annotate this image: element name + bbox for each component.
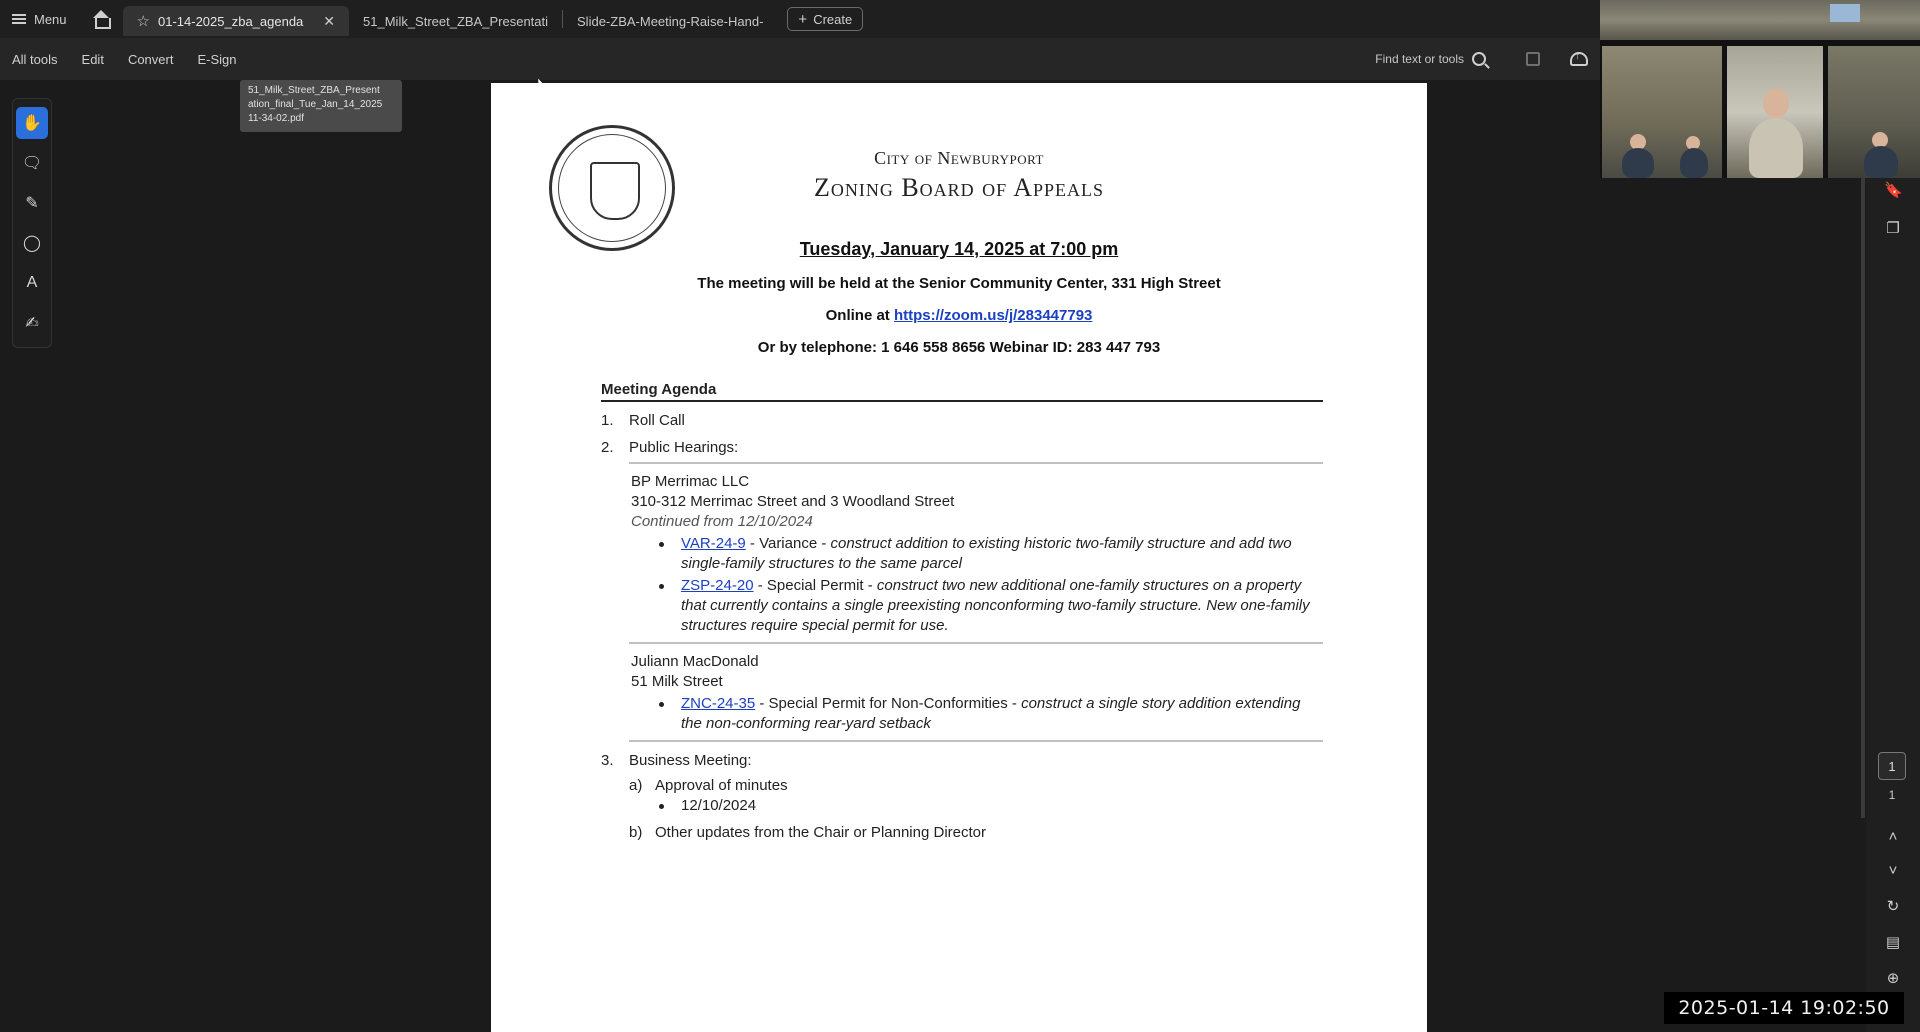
plus-icon: + bbox=[798, 10, 808, 28]
toolbar bbox=[0, 38, 1600, 124]
timestamp-overlay: 2025-01-14 19:02:50 bbox=[1664, 992, 1904, 1024]
close-icon[interactable]: ✕ bbox=[323, 12, 336, 29]
case-type: - Variance - bbox=[745, 535, 831, 552]
create-button[interactable] bbox=[787, 7, 863, 31]
toolbar-right bbox=[1375, 38, 1600, 80]
search-icon[interactable] bbox=[1472, 52, 1486, 66]
right-panel bbox=[1866, 178, 1920, 1032]
phone-line: Or by telephone: 1 646 558 8656 Webinar ID: 283 447 793 bbox=[757, 339, 1161, 356]
file-tooltip bbox=[240, 80, 402, 132]
minutes-date: 12/10/2024 bbox=[681, 797, 757, 814]
zoom-in-icon[interactable]: ⊕ bbox=[1886, 970, 1900, 987]
pen-tool-icon[interactable]: ✎ bbox=[25, 195, 39, 212]
item-text: Roll Call bbox=[629, 412, 685, 429]
case-applicant: Juliann MacDonald bbox=[631, 653, 759, 670]
video-strip bbox=[1600, 0, 1920, 178]
sub-text: Approval of minutes bbox=[655, 777, 788, 794]
case-type: - Special Permit - bbox=[753, 577, 877, 594]
star-icon[interactable]: ☆ bbox=[136, 13, 150, 30]
hand-tool-icon[interactable]: ✋ bbox=[16, 107, 48, 139]
tooltip-line: ation_final_Tue_Jan_14_2025 bbox=[248, 99, 383, 110]
list-item bbox=[655, 694, 1323, 734]
chevron-down-icon[interactable]: ˅ bbox=[1888, 862, 1898, 879]
bullet-icon bbox=[655, 534, 681, 574]
tab-label: 01-14-2025_zba_agenda bbox=[157, 13, 304, 29]
agenda-item bbox=[601, 412, 1323, 429]
case-description: construct two new additional one-family structures on a property that currently contains a single preexisting nonconforming two-family structure. New one-family structures require special permit for use. bbox=[681, 577, 1310, 634]
case-macdonald bbox=[631, 652, 1323, 692]
tab-label: 51_Milk_Street_ZBA_Presentati bbox=[363, 13, 549, 29]
comment-tool-icon[interactable]: 🗨 bbox=[21, 155, 43, 172]
list-item bbox=[655, 576, 1323, 636]
zoom-link[interactable]: https://zoom.us/j/283447793 bbox=[893, 307, 1093, 324]
menu-button[interactable] bbox=[0, 0, 79, 38]
chevron-up-icon[interactable]: ˄ bbox=[1888, 828, 1898, 845]
text-select-tool-icon[interactable]: A bbox=[26, 274, 38, 291]
city-name: City of Newburyport bbox=[874, 148, 1044, 168]
video-tile[interactable] bbox=[1602, 46, 1722, 178]
tab-agenda[interactable] bbox=[123, 6, 350, 36]
case-address: 310-312 Merrimac Street and 3 Woodland Street bbox=[631, 493, 955, 510]
video-tile[interactable] bbox=[1828, 46, 1920, 178]
meeting-date: Tuesday, January 14, 2025 at 7:00 pm bbox=[799, 239, 1119, 259]
scrollbar[interactable] bbox=[1861, 178, 1865, 818]
participant-icon bbox=[1749, 118, 1803, 178]
bullet-icon bbox=[655, 576, 681, 636]
list-item bbox=[655, 534, 1323, 574]
item-number: 1. bbox=[601, 412, 614, 429]
bullet-icon bbox=[655, 796, 681, 816]
sub-item bbox=[629, 777, 1323, 794]
item-text: Public Hearings: bbox=[629, 439, 739, 456]
home-icon bbox=[91, 10, 111, 28]
tooltip-line: 51_Milk_Street_ZBA_Present bbox=[248, 85, 380, 96]
case-link[interactable]: ZSP-24-20 bbox=[681, 577, 754, 594]
signature-tool-icon[interactable]: ✍ bbox=[25, 315, 39, 332]
sub-text: Other updates from the Chair or Planning Director bbox=[655, 824, 986, 841]
item-number: 3. bbox=[601, 752, 614, 769]
online-line bbox=[491, 307, 1427, 324]
document-page bbox=[491, 83, 1427, 1032]
case-bullets bbox=[655, 534, 1323, 636]
divider bbox=[629, 462, 1323, 464]
menu-convert[interactable]: Convert bbox=[127, 51, 174, 67]
agenda bbox=[601, 381, 1323, 841]
case-description: construct a single story addition extending the non-conforming rear-yard setback bbox=[681, 695, 1301, 732]
case-bullets bbox=[655, 694, 1323, 734]
left-tool-rail bbox=[12, 98, 52, 348]
page-total: 1 bbox=[1888, 788, 1896, 802]
find-tools-input[interactable]: Find text or tools bbox=[1375, 52, 1464, 66]
current-page-input[interactable]: 1 bbox=[1878, 752, 1906, 780]
agenda-title: Meeting Agenda bbox=[601, 381, 1323, 402]
participant-icon bbox=[1622, 148, 1654, 178]
case-bp-merrimac bbox=[631, 472, 1323, 532]
case-link[interactable]: ZNC-24-35 bbox=[681, 695, 756, 712]
upload-icon[interactable] bbox=[1570, 52, 1588, 66]
home-button[interactable] bbox=[79, 0, 123, 38]
menu-esign[interactable]: E-Sign bbox=[197, 51, 237, 67]
list-item bbox=[655, 796, 1323, 816]
case-type: - Special Permit for Non-Conformities - bbox=[755, 695, 1022, 712]
tab-label: Slide-ZBA-Meeting-Raise-Hand- bbox=[577, 13, 764, 29]
participant-icon bbox=[1680, 148, 1708, 178]
video-tile[interactable] bbox=[1600, 0, 1920, 40]
item-text: Business Meeting: bbox=[629, 752, 752, 769]
tab-slide[interactable] bbox=[563, 6, 777, 36]
meeting-venue: The meeting will be held at the Senior Community Center, 331 High Street bbox=[697, 275, 1221, 292]
board-name: Zoning Board of Appeals bbox=[813, 173, 1105, 202]
agenda-item bbox=[601, 439, 1323, 456]
item-number: 2. bbox=[601, 439, 614, 456]
sub-letter: b) bbox=[629, 824, 643, 841]
case-continued: Continued from 12/10/2024 bbox=[631, 513, 813, 530]
bullet-icon bbox=[655, 694, 681, 734]
divider bbox=[629, 642, 1323, 644]
minutes-bullets bbox=[655, 796, 1323, 816]
online-prefix: Online at bbox=[825, 307, 894, 324]
pages-icon[interactable]: ❐ bbox=[1886, 220, 1900, 237]
document-icon[interactable]: ▤ bbox=[1885, 934, 1901, 951]
participant-icon bbox=[1763, 88, 1789, 118]
menu-all-tools[interactable]: All tools bbox=[12, 51, 58, 67]
bookmark-icon[interactable]: 🔖 bbox=[1884, 182, 1903, 199]
case-link[interactable]: VAR-24-9 bbox=[681, 535, 746, 552]
divider bbox=[629, 740, 1323, 742]
menu-label: Menu bbox=[34, 11, 67, 27]
create-label: Create bbox=[813, 11, 853, 27]
video-tile[interactable] bbox=[1727, 46, 1823, 178]
agenda-item bbox=[601, 752, 1323, 769]
case-address: 51 Milk Street bbox=[631, 673, 723, 690]
hamburger-icon bbox=[12, 14, 26, 24]
sub-letter: a) bbox=[629, 777, 643, 794]
refresh-icon[interactable]: ↻ bbox=[1886, 898, 1900, 915]
tab-presentation[interactable] bbox=[349, 6, 562, 36]
case-applicant: BP Merrimac LLC bbox=[631, 473, 750, 490]
sub-item bbox=[629, 824, 1323, 841]
case-description: construct addition to existing historic two-family structure and add two single-family structures to the same parcel bbox=[681, 535, 1292, 572]
participant-icon bbox=[1864, 146, 1898, 178]
menu-edit[interactable]: Edit bbox=[81, 51, 104, 67]
lasso-tool-icon[interactable]: ◯ bbox=[23, 235, 41, 252]
save-icon[interactable] bbox=[1526, 52, 1540, 66]
tooltip-line: 11-34-02.pdf bbox=[248, 113, 304, 124]
